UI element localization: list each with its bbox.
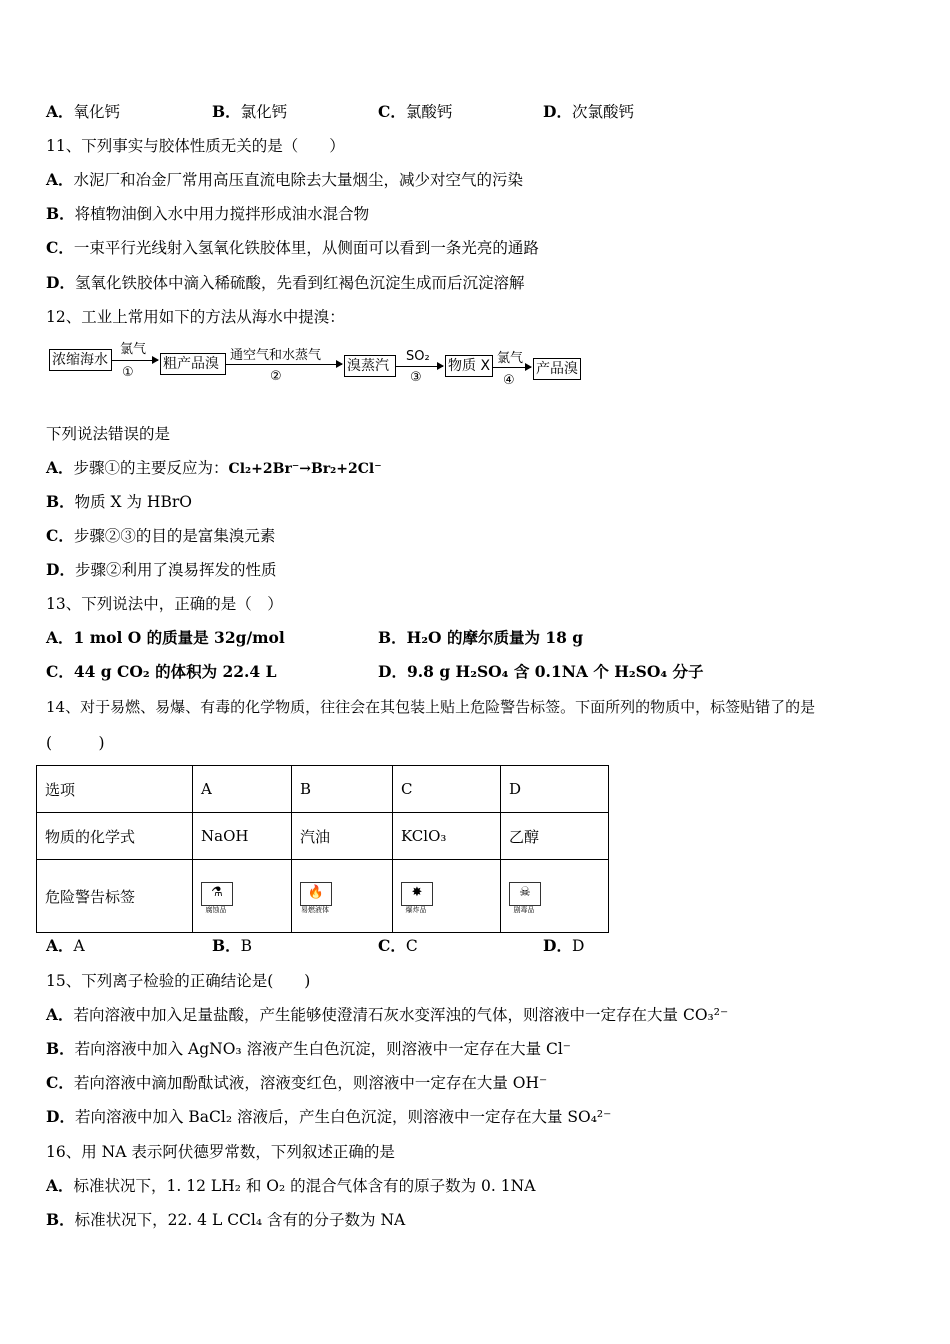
formula-c: KClO₃ bbox=[393, 813, 501, 860]
q12-stem: 12、工业上常用如下的方法从海水中提溴： bbox=[46, 308, 345, 326]
flow-box-product-bromine: 产品溴 bbox=[533, 358, 581, 380]
flow-reagent-4: 氯气 bbox=[497, 351, 524, 366]
skull-icon: ☠ bbox=[509, 882, 541, 906]
col-a: A bbox=[193, 766, 292, 813]
q12-option-c: C．步骤②③的目的是富集溴元素 bbox=[46, 526, 276, 545]
label-caption-b: 易燃液体 bbox=[301, 905, 329, 914]
q14-option-c: C．C bbox=[378, 936, 418, 955]
flame-icon: 🔥 bbox=[300, 882, 332, 906]
q15-stem: 15、下列离子检验的正确结论是( ) bbox=[46, 972, 311, 990]
flow-box-substance-x: 物质 X bbox=[445, 355, 493, 377]
q16-option-b: B．标准状况下，22. 4 L CCl₄ 含有的分子数为 NA bbox=[46, 1210, 406, 1229]
q12-option-b: B．物质 X 为 HBrO bbox=[46, 492, 192, 511]
q10-option-d: D．次氯酸钙 bbox=[543, 102, 634, 121]
q15-option-c: C．若向溶液中滴加酚酞试液，溶液变红色，则溶液中一定存在大量 OH⁻ bbox=[46, 1073, 548, 1092]
q13-option-b: B．H₂O 的摩尔质量为 18 g bbox=[378, 628, 584, 647]
formula-d: 乙醇 bbox=[501, 813, 609, 860]
flow-step-3: ③ bbox=[410, 370, 422, 385]
flow-step-1: ① bbox=[122, 365, 134, 380]
q13-option-a: A．1 mol O 的质量是 32g/mol bbox=[46, 628, 285, 647]
label-caption-c: 爆炸品 bbox=[405, 905, 427, 914]
flow-box-seawater: 浓缩海水 bbox=[49, 349, 112, 371]
q15-option-a: A．若向溶液中加入足量盐酸，产生能够使澄清石灰水变浑浊的气体，则溶液中一定存在大量 CO₃²⁻ bbox=[46, 1005, 729, 1024]
q12-option-a: A．步骤①的主要反应为：Cl₂+2Br⁻→Br₂+2Cl⁻ bbox=[46, 458, 382, 477]
q14-paren: ( ) bbox=[46, 734, 105, 752]
table-row bbox=[37, 766, 609, 813]
row-header-label: 危险警告标签 bbox=[37, 860, 193, 933]
q12-option-d: D．步骤②利用了溴易挥发的性质 bbox=[46, 560, 277, 579]
q14-option-d: D．D bbox=[543, 936, 585, 955]
q11-stem: 11、下列事实与胶体性质无关的是（ ） bbox=[46, 137, 345, 155]
flow-step-4: ④ bbox=[503, 373, 515, 388]
table-row bbox=[37, 860, 609, 933]
q13-stem: 13、下列说法中，正确的是（ ） bbox=[46, 595, 283, 613]
flow-arrow-4 bbox=[493, 367, 531, 368]
q14-stem: 14、对于易燃、易爆、有毒的化学物质，往往会在其包装上贴上危险警告标签。下面所列的物质中，标签贴错了的是 bbox=[46, 698, 816, 716]
flow-arrow-1 bbox=[112, 360, 158, 361]
flow-arrow-2 bbox=[226, 364, 342, 365]
q10-option-a: A．氧化钙 bbox=[46, 102, 121, 121]
q13-option-d: D．9.8 g H₂SO₄ 含 0.1NA 个 H₂SO₄ 分子 bbox=[378, 662, 704, 681]
formula-b: 汽油 bbox=[292, 813, 393, 860]
q11-option-c: C．一束平行光线射入氢氧化铁胶体里，从侧面可以看到一条光亮的通路 bbox=[46, 238, 539, 257]
flow-box-bromine-vapor: 溴蒸汽 bbox=[344, 355, 396, 377]
label-caption-d: 剧毒品 bbox=[513, 905, 535, 914]
q16-stem: 16、用 NA 表示阿伏德罗常数，下列叙述正确的是 bbox=[46, 1143, 395, 1161]
row-header-option: 选项 bbox=[37, 766, 193, 813]
flow-reagent-2: 通空气和水蒸气 bbox=[230, 348, 322, 363]
corrosive-icon: ⚗ bbox=[201, 882, 233, 906]
formula-a: NaOH bbox=[193, 813, 292, 860]
table-row bbox=[37, 813, 609, 860]
q16-option-a: A．标准状况下，1. 12 LH₂ 和 O₂ 的混合气体含有的原子数为 0. 1NA bbox=[46, 1176, 536, 1195]
col-d: D bbox=[501, 766, 609, 813]
flow-reagent-3: SO₂ bbox=[406, 349, 430, 364]
flow-arrow-3 bbox=[396, 366, 443, 367]
q15-option-d: D．若向溶液中加入 BaCl₂ 溶液后，产生白色沉淀，则溶液中一定存在大量 SO₄²⁻ bbox=[46, 1107, 612, 1126]
flow-reagent-1: 氯气 bbox=[120, 342, 147, 357]
col-c: C bbox=[393, 766, 501, 813]
label-caption-a: 腐蚀品 bbox=[205, 905, 227, 914]
q11-option-b: B．将植物油倒入水中用力搅拌形成油水混合物 bbox=[46, 204, 370, 223]
q15-option-b: B．若向溶液中加入 AgNO₃ 溶液产生白色沉淀，则溶液中一定存在大量 Cl⁻ bbox=[46, 1039, 571, 1058]
q14-option-a: A．A bbox=[46, 936, 85, 955]
col-b: B bbox=[292, 766, 393, 813]
q14-table bbox=[36, 765, 609, 933]
q10-option-c: C．氯酸钙 bbox=[378, 102, 453, 121]
q10-option-b: B．氯化钙 bbox=[212, 102, 288, 121]
row-header-formula: 物质的化学式 bbox=[37, 813, 193, 860]
q12-prompt: 下列说法错误的是 bbox=[46, 425, 171, 443]
flow-box-crude-bromine: 粗产品溴 bbox=[160, 353, 226, 375]
q13-option-c: C．44 g CO₂ 的体积为 22.4 L bbox=[46, 662, 277, 681]
q11-option-d: D．氢氧化铁胶体中滴入稀硫酸，先看到红褐色沉淀生成而后沉淀溶解 bbox=[46, 273, 525, 292]
flow-step-2: ② bbox=[270, 369, 282, 384]
q14-option-b: B．B bbox=[212, 936, 252, 955]
q11-option-a: A．水泥厂和冶金厂常用高压直流电除去大量烟尘，减少对空气的污染 bbox=[46, 170, 524, 189]
explosive-icon: ✸ bbox=[401, 882, 433, 906]
